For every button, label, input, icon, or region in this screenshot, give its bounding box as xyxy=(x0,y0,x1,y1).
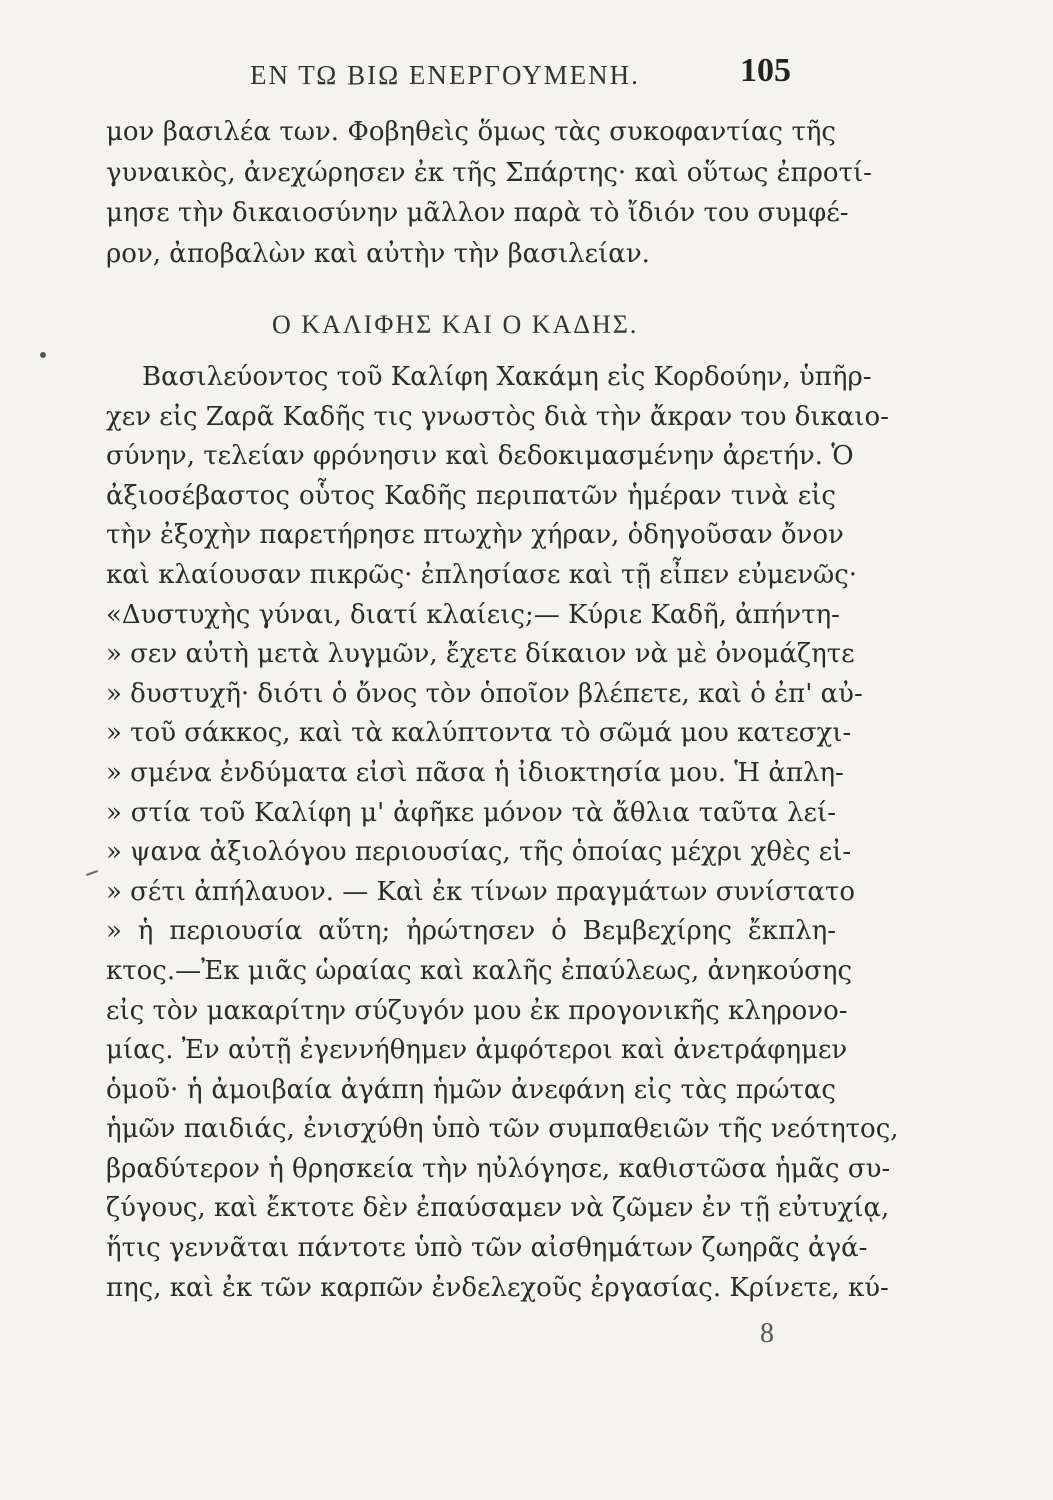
text-line: » σεν αὐτὴ μετὰ λυγμῶν, ἔχετε δίκαιον νὰ μὲ ὀνομάζητε xyxy=(106,639,855,670)
margin-ink-mark xyxy=(86,870,98,876)
text-line: » στία τοῦ Καλίφη μ' ἀφῆκε μόνον τὰ ἄθλια ταῦτα λεί- xyxy=(106,797,836,828)
text-line: » σέτι ἀπήλαυον. — Καὶ ἐκ τίνων πραγμάτων συνίστατο xyxy=(106,876,855,907)
text-line: » τοῦ σάκκος, καὶ τὰ καλύπτοντα τὸ σῶμά μου κατεσχι- xyxy=(106,718,852,749)
text-line: γυναικὸς, ἀνεχώρησεν ἐκ τῆς Σπάρτης· καὶ οὕτως ἐπροτί- xyxy=(106,157,872,188)
section-heading: Ο ΚΑΛΙΦΗΣ ΚΑΙ Ο ΚΑΔΗΣ. xyxy=(272,310,639,339)
text-line: μησε τὴν δικαιοσύνην μᾶλλον παρὰ τὸ ἴδιόν του συμφέ- xyxy=(106,198,849,228)
text-line: ζύγους, καὶ ἔκτοτε δὲν ἐπαύσαμεν νὰ ζῶμεν ἐν τῇ εὐτυχίᾳ, xyxy=(106,1193,890,1224)
running-title: ΕΝ ΤΩ ΒΙΩ ΕΝΕΡΓΟΥΜΕΝΗ. xyxy=(250,60,640,90)
paragraph-2 xyxy=(106,358,899,1308)
text-line: Βασιλεύοντος τοῦ Καλίφη Χακάμη εἰς Κορδούην, ὑπῆρ- xyxy=(142,362,872,392)
text-line: ὁμοῦ· ἡ ἀμοιβαία ἀγάπη ἡμῶν ἀνεφάνη εἰς τὰς πρώτας xyxy=(106,1074,836,1105)
text-line: σύνην, τελείαν φρόνησιν καὶ δεδοκιμασμένην ἀρετήν. Ὁ xyxy=(106,441,854,472)
text-line: πης, καὶ ἐκ τῶν καρπῶν ἐνδελεχοῦς ἐργασίας. Κρίνετε, κύ- xyxy=(106,1272,889,1303)
text-line: » ψανα ἀξιολόγου περιουσίας, τῆς ὁποίας μέχρι χθὲς εἰ- xyxy=(106,837,852,868)
text-line: ἥτις γεννᾶται πάντοτε ὑπὸ τῶν αἰσθημάτων ζωηρᾶς ἀγά- xyxy=(106,1233,868,1264)
margin-ink-dot xyxy=(40,352,46,358)
text-line: τὴν ἐξοχὴν παρετήρησε πτωχὴν χήραν, ὁδηγοῦσαν ὄνον xyxy=(106,520,844,551)
text-line: βραδύτερον ἡ θρησκεία τὴν ηὐλόγησε, καθιστῶσα ἡμᾶς συ- xyxy=(106,1153,891,1184)
text-line: μον βασιλέα των. Φοβηθεὶς ὅμως τὰς συκοφαντίας τῆς xyxy=(106,117,836,147)
text-line: ἀξιοσέβαστος οὗτος Καδῆς περιπατῶν ἡμέραν τινὰ εἰς xyxy=(106,480,836,511)
text-line: ρον, ἀποβαλὼν καὶ αὐτὴν τὴν βασιλείαν. xyxy=(106,238,650,269)
signature-mark: 8 xyxy=(760,1318,774,1349)
paragraph-1 xyxy=(106,112,872,274)
text-line: » σμένα ἐνδύματα εἰσὶ πᾶσα ἡ ἰδιοκτησία μου. Ἡ ἀπλη- xyxy=(106,757,844,788)
text-line: » ἡ περιουσία αὕτη; ἠρώτησεν ὁ Βεμβεχίρης ἔκπλη- xyxy=(106,916,836,947)
text-line: » δυστυχῆ· διότι ὁ ὄνος τὸν ὁποῖον βλέπετε, καὶ ὁ ἐπ' αὐ- xyxy=(106,678,863,709)
text-line: εἰς τὸν μακαρίτην σύζυγόν μου ἐκ προγονικῆς κληρονο- xyxy=(106,995,848,1026)
text-line: μίας. Ἐν αὐτῇ ἐγεννήθημεν ἀμφότεροι καὶ ἀνετράφημεν xyxy=(106,1035,848,1066)
text-line: χεν εἰς Ζαρᾶ Καδῆς τις γνωστὸς διὰ τὴν ἄκραν του δικαιο- xyxy=(106,401,889,432)
page-number: 105 xyxy=(740,52,791,89)
text-line: καὶ κλαίουσαν πικρῶς· ἐπλησίασε καὶ τῇ εἶπεν εὐμενῶς· xyxy=(106,559,858,590)
text-line: «Δυστυχὴς γύναι, διατί κλαίεις;— Κύριε Καδῆ, ἀπήντη- xyxy=(106,599,840,630)
text-line: κτος.—Ἐκ μιᾶς ὡραίας καὶ καλῆς ἐπαύλεως, ἀνηκούσης xyxy=(106,955,853,986)
text-line: ἡμῶν παιδιάς, ἐνισχύθη ὑπὸ τῶν συμπαθειῶν τῆς νεότητος, xyxy=(106,1114,899,1145)
